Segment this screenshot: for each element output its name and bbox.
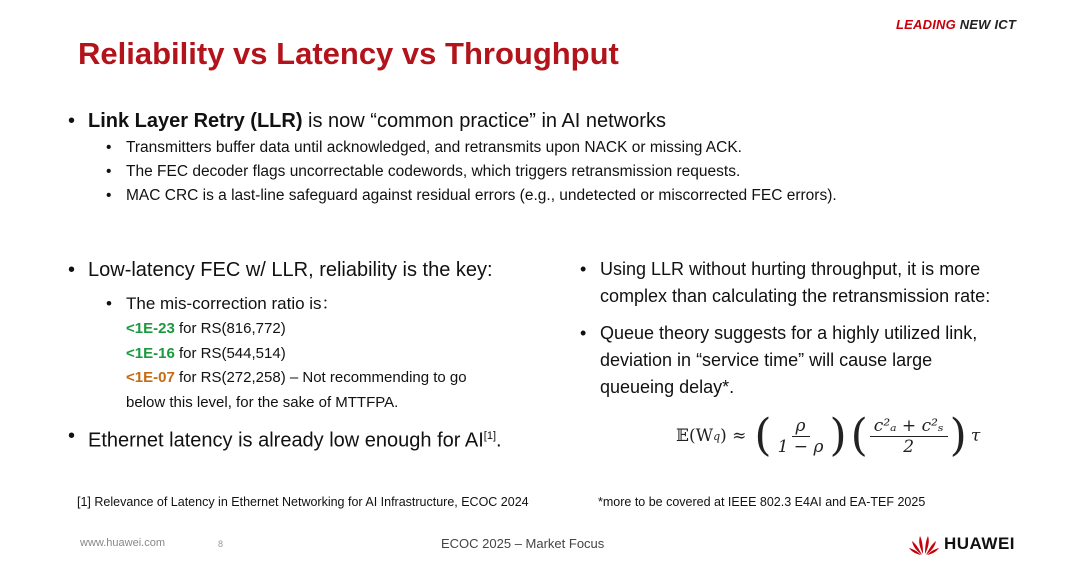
rs272-label: for RS(272,258) – Not recommending to go [174, 369, 467, 386]
list-item [106, 136, 837, 160]
rs816-label: for RS(816,772) [174, 320, 286, 337]
footer-url: www.huawei.com [80, 537, 165, 549]
rs816-ratio: <1E-23 [126, 320, 175, 337]
page-number: 8 [218, 539, 224, 549]
formula-den-1: 1 − ρ [777, 436, 824, 457]
formula-expectation: 𝔼(W [676, 426, 714, 446]
throughput-bullet [580, 256, 1050, 310]
formula-paren: ) [949, 410, 967, 461]
bullet-dot: • [68, 110, 76, 132]
formula-num-2: c²ₐ + c²ₛ [870, 416, 948, 437]
formula-num-1: ρ [792, 416, 810, 437]
huawei-logo [908, 532, 1015, 556]
brand-tagline [896, 17, 1016, 32]
fec-bullet-text: Low-latency FEC w/ LLR, reliability is the key: [88, 259, 493, 281]
list-item [106, 184, 837, 208]
list-item-text: The FEC decoder flags uncorrectable codewords, which triggers retransmission requests. [126, 163, 741, 180]
fec-bullet [68, 257, 548, 283]
miscorrection-block [106, 291, 548, 415]
queue-line-3: queueing delay*. [600, 377, 735, 397]
formula-paren: ) [829, 410, 847, 461]
formula-fraction-1 [774, 416, 828, 457]
queue-line-2: deviation in “service time” will cause large [600, 350, 933, 370]
rs272-ratio: <1E-07 [126, 369, 175, 386]
list-item-text: Transmitters buffer data until acknowledged, and retransmits upon NACK or missing ACK. [126, 139, 742, 156]
page-title: Reliability vs Latency vs Throughput [78, 36, 619, 71]
bullet-dot: • [106, 163, 112, 180]
throughput-line-1: Using LLR without hurting throughput, it is more [600, 259, 981, 279]
bullet-dot: • [106, 139, 112, 156]
formula-paren: ( [754, 410, 772, 461]
bullet-dot: • [106, 294, 112, 313]
formula-tau: τ [970, 426, 981, 446]
formula-approx: ) ≈ [720, 426, 747, 446]
rs544-label: for RS(544,514) [174, 344, 286, 362]
llr-bullet [68, 108, 837, 134]
queue-theory-bullet [580, 320, 1050, 401]
brand-tagline-leading: LEADING [896, 17, 956, 32]
formula-fraction-2 [870, 416, 948, 457]
rs816-row [126, 317, 548, 342]
llr-section [68, 108, 837, 208]
left-column [68, 257, 548, 454]
ethernet-latency-bullet [68, 423, 548, 454]
bullet-dot: • [68, 425, 76, 447]
throughput-line-2: complex than calculating the retransmission rate: [600, 286, 991, 306]
list-item-text: MAC CRC is a last-line safeguard against residual errors (e.g., undetected or miscorrected FEC errors). [126, 187, 837, 204]
rs544-ratio: <1E-16 [126, 344, 175, 362]
bullet-dot: • [580, 259, 587, 279]
footnote-asterisk: *more to be covered at IEEE 802.3 E4AI and EA-TEF 2025 [598, 495, 926, 509]
huawei-flower-icon [908, 532, 940, 556]
footnote-reference: [1] Relevance of Latency in Ethernet Networking for AI Infrastructure, ECOC 2024 [77, 495, 529, 509]
citation-ref: [1] [483, 430, 497, 442]
formula-den-2: 2 [903, 436, 915, 457]
footer-event: ECOC 2025 – Market Focus [441, 536, 605, 551]
llr-sublist [106, 136, 837, 208]
miscorrection-text: The mis-correction ratio is： [126, 294, 339, 313]
formula-paren: ( [850, 410, 868, 461]
ethernet-latency-text: Ethernet latency is already low enough for AI [88, 429, 484, 452]
rs544-row [126, 342, 548, 367]
bullet-dot: • [580, 323, 587, 343]
rs272-note: below this level, for the sake of MTTFPA. [126, 393, 399, 411]
queue-delay-formula [676, 408, 980, 464]
list-item [106, 160, 837, 184]
right-column [580, 256, 1050, 401]
miscorrection-values [106, 317, 548, 415]
queue-line-1: Queue theory suggests for a highly utilized link, [600, 323, 978, 343]
llr-bullet-text: is now “common practice” in AI networks [302, 110, 666, 132]
bullet-dot: • [68, 259, 76, 281]
huawei-logo-text: HUAWEI [944, 534, 1015, 553]
miscorrection-bullet [106, 291, 548, 317]
ethernet-latency-period: . [496, 429, 502, 452]
bullet-dot: • [106, 187, 112, 204]
formula-subscript: q [713, 429, 721, 443]
rs272-row [126, 366, 548, 391]
llr-bold-term: Link Layer Retry (LLR) [88, 110, 303, 132]
brand-tagline-newict: NEW ICT [955, 17, 1016, 32]
